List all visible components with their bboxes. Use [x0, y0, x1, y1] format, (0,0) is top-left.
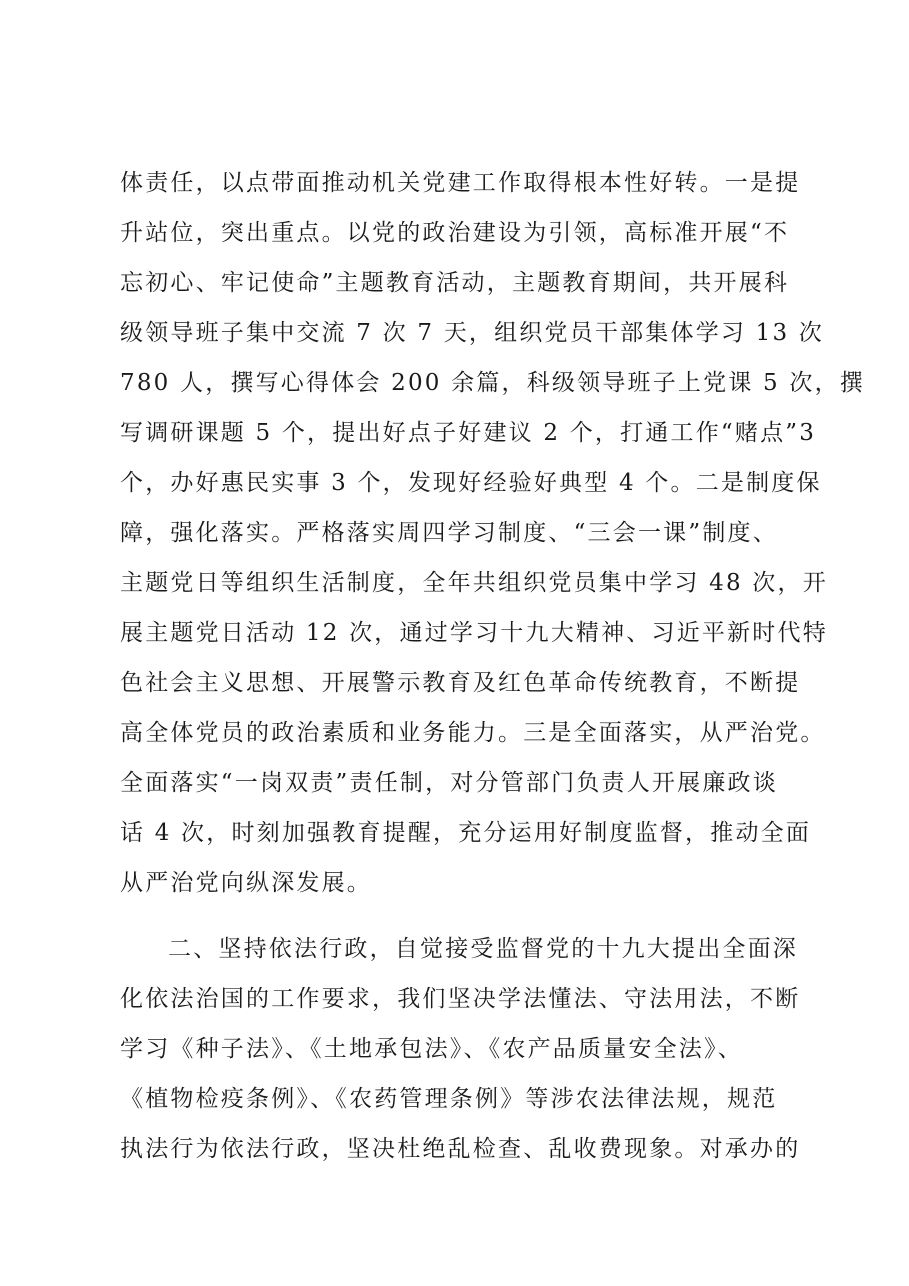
- text-line: 学习《种子法》、《土地承包法》、《农产品质量安全法》、: [120, 1036, 743, 1062]
- text-line: 写调研课题 5 个，提出好点子好建议 2 个，打通工作“赌点”3: [120, 420, 817, 446]
- text-line: 级领导班子集中交流 7 次 7 天，组织党员干部集体学习 13 次: [120, 320, 824, 346]
- text-line: 话 4 次，时刻加强教育提醒，充分运用好制度监督，推动全面: [120, 820, 812, 846]
- text-line: 展主题党日活动 12 次，通过学习十九大精神、习近平新时代特: [120, 620, 828, 646]
- text-line: 从严治党向纵深发展。: [120, 870, 372, 896]
- text-line: 《植物检疫条例》、《农药管理条例》等涉农法律法规，规范: [120, 1086, 778, 1112]
- text-line: 个，办好惠民实事 3 个，发现好经验好典型 4 个。二是制度保: [120, 470, 822, 496]
- text-line: 体责任，以点带面推动机关党建工作取得根本性好转。一是提: [120, 170, 801, 196]
- text-line: 化依法治国的工作要求，我们坚决学法懂法、守法用法，不断: [120, 986, 801, 1012]
- document-body: [120, 158, 865, 1174]
- paragraph-gap: [120, 908, 800, 924]
- text-line: 障，强化落实。严格落实周四学习制度、“三会一课”制度、: [120, 520, 778, 546]
- text-line: 高全体党员的政治素质和业务能力。三是全面落实，从严治党。: [120, 720, 826, 746]
- text-line: 升站位，突出重点。以党的政治建设为引领，高标准开展“不: [120, 220, 790, 246]
- paragraph-1: [120, 158, 865, 908]
- text-line: 主题党日等组织生活制度，全年共组织党员集中学习 48 次，开: [120, 570, 828, 596]
- paragraph-2: [120, 924, 800, 1174]
- text-line: 全面落实“一岗双责”责任制，对分管部门负责人开展廉政谈: [120, 770, 778, 796]
- text-line: 780 人，撰写心得体会 200 余篇，科级领导班子上党课 5 次，撰: [120, 370, 865, 396]
- text-line: 执法行为依法行政，坚决杜绝乱检查、乱收费现象。对承办的: [120, 1136, 801, 1162]
- text-line-indented: 二、坚持依法行政，自觉接受监督党的十九大提出全面深: [168, 936, 798, 962]
- text-line: 色社会主义思想、开展警示教育及红色革命传统教育，不断提: [120, 670, 801, 696]
- text-line: 忘初心、牢记使命”主题教育活动，主题教育期间，共开展科: [120, 270, 790, 296]
